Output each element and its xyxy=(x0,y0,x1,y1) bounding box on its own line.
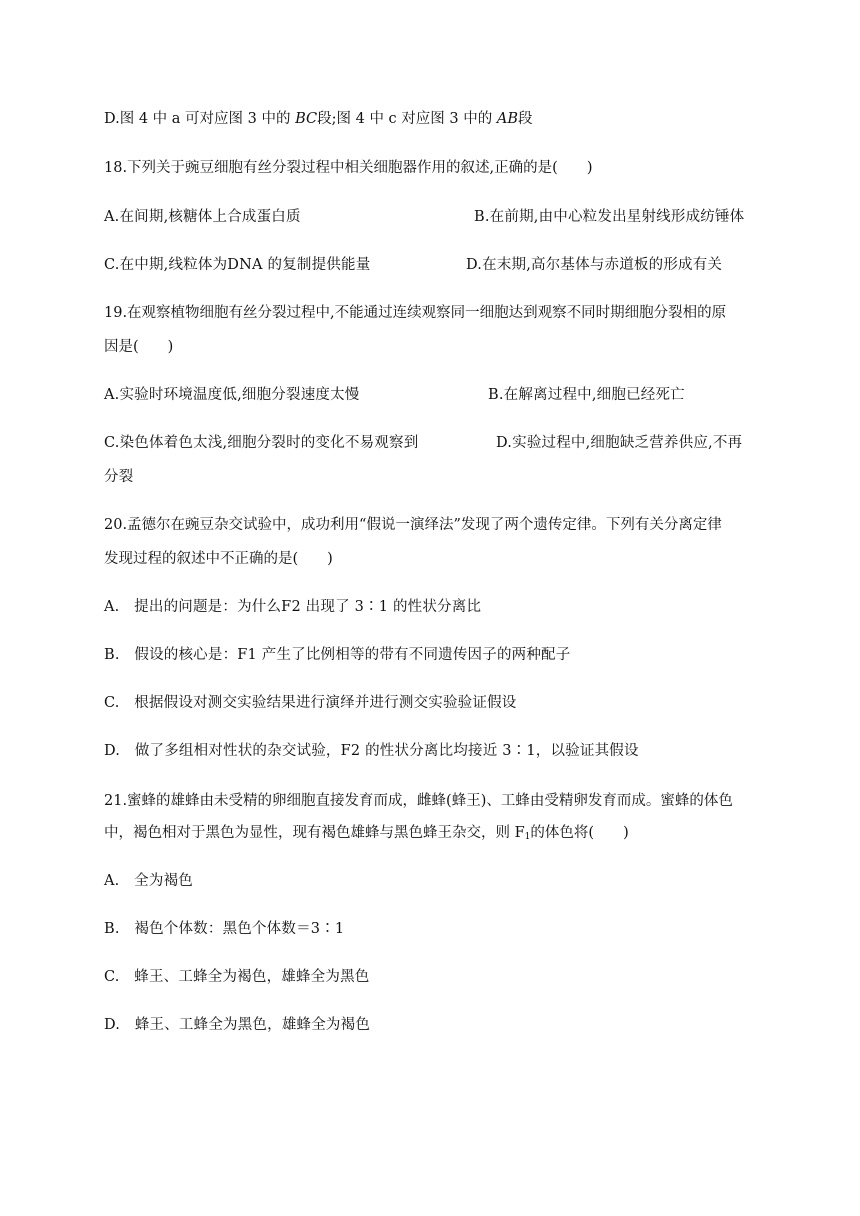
q18-option-b: B.在前期,由中心粒发出星射线形成纺锤体 xyxy=(474,209,745,225)
q21-option-a: A. 全为褐色 xyxy=(104,873,193,889)
q18-stem: 18.下列关于豌豆细胞有丝分裂过程中相关细胞器作用的叙述,正确的是( ) xyxy=(104,160,593,176)
q20-option-d: D. 做了多组相对性状的杂交试验，F2 的性状分离比均接近 3∶1，以验证其假设 xyxy=(104,743,639,759)
q19-option-a: A.实验时环境温度低,细胞分裂速度太慢 xyxy=(104,387,360,403)
q21-option-d: D. 蜂王、工蜂全为黑色，雄蜂全为褐色 xyxy=(104,1017,371,1033)
q21-stem-line2-text: 中，褐色相对于黑色为显性，现有褐色雄蜂与黑色蜂王杂交，则 F xyxy=(104,825,525,841)
q19-stem-line1: 19.在观察植物细胞有丝分裂过程中,不能通过连续观察同一细胞达到观察不同时期细胞分裂相的原 xyxy=(104,305,727,321)
q17-option-d-text-end: 段 xyxy=(517,111,533,127)
q20-stem-line1: 20.孟德尔在豌豆杂交试验中，成功利用“假说一演绎法”发现了两个遗传定律。下列有关分离定律 xyxy=(104,517,722,533)
q20-option-c: C. 根据假设对测交实验结果进行演绎并进行测交实验验证假设 xyxy=(104,695,517,711)
q20-option-b: B. 假设的核心是：F1 产生了比例相等的带有不同遗传因子的两种配子 xyxy=(104,647,571,663)
q21-stem-line2 xyxy=(104,826,629,842)
q21-option-c: C. 蜂王、工蜂全为褐色，雄蜂全为黑色 xyxy=(104,969,370,985)
q19-option-d: D.实验过程中,细胞缺乏营养供应,不再 xyxy=(496,435,743,451)
q19-option-d-continued: 分裂 xyxy=(104,469,134,485)
q18-option-c: C.在中期,线粒体为DNA 的复制提供能量 xyxy=(104,257,371,273)
q17-option-d xyxy=(104,112,532,127)
segment-bc-label: BC xyxy=(295,111,318,127)
q19-option-b: B.在解离过程中,细胞已经死亡 xyxy=(488,387,685,403)
q20-stem-line2: 发现过程的叙述中不正确的是( ) xyxy=(104,551,333,567)
q19-stem-line2: 因是( ) xyxy=(104,339,174,355)
f1-subscript: 1 xyxy=(524,832,531,842)
q17-option-d-text: D.图 4 中 a 可对应图 3 中的 xyxy=(104,111,296,127)
q18-option-d: D.在末期,高尔基体与赤道板的形成有关 xyxy=(466,257,723,273)
q17-option-d-text-mid: 段;图 4 中 c 对应图 3 中的 xyxy=(317,111,497,127)
q19-option-c: C.染色体着色太浅,细胞分裂时的变化不易观察到 xyxy=(104,435,419,451)
q21-stem-line1: 21.蜜蜂的雄蜂由未受精的卵细胞直接发育而成，雌蜂(蜂王)、工蜂由受精卵发育而成。蜜蜂的体色 xyxy=(104,793,733,809)
segment-ab-label: AB xyxy=(496,111,518,127)
q21-option-b: B. 褐色个体数：黑色个体数＝3∶1 xyxy=(104,921,345,937)
q21-stem-line2-end: 的体色将( ) xyxy=(530,825,629,841)
q20-option-a: A. 提出的问题是：为什么F2 出现了 3∶1 的性状分离比 xyxy=(104,599,482,615)
q18-option-a: A.在间期,核糖体上合成蛋白质 xyxy=(104,209,301,225)
